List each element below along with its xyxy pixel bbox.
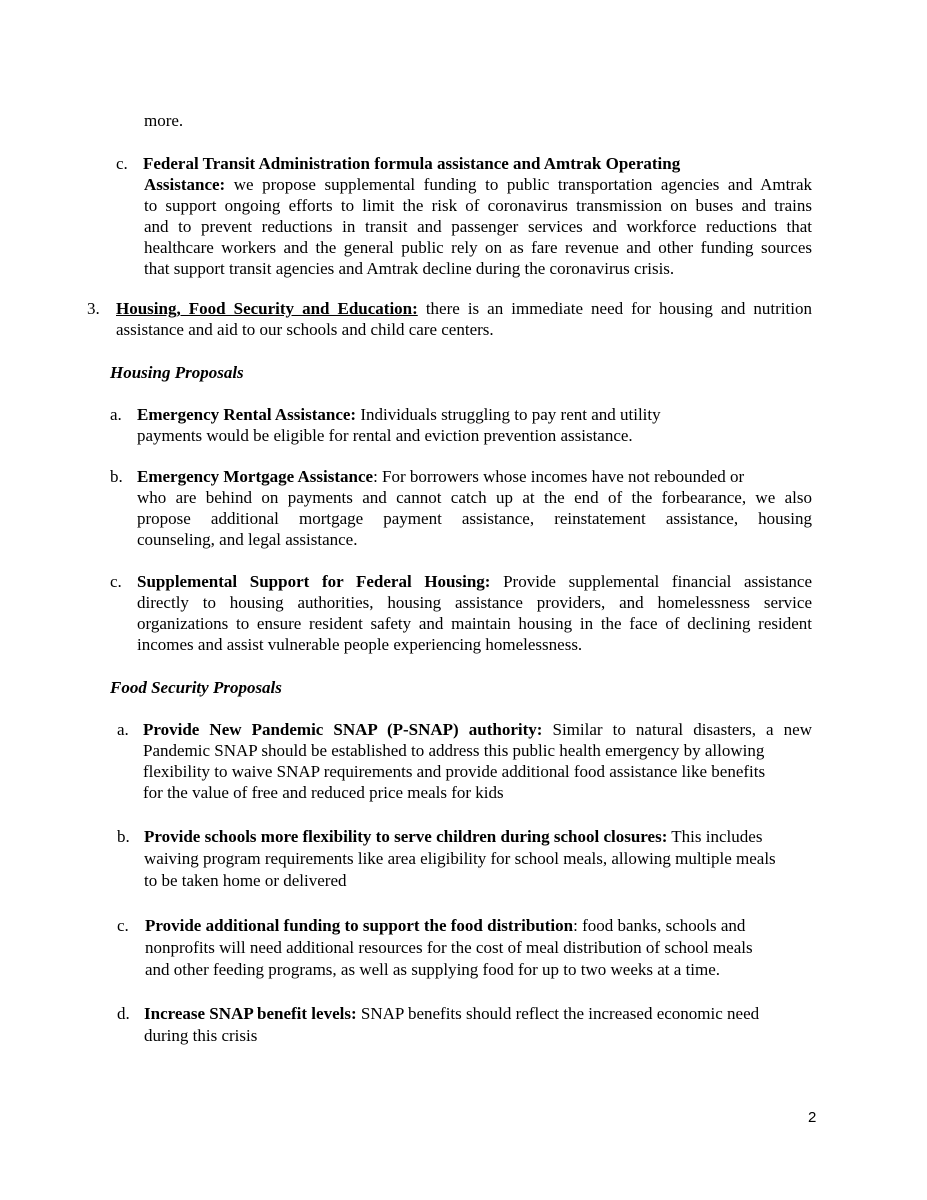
housing-proposals-title: Housing Proposals [110, 363, 244, 382]
item-marker: c. [117, 916, 129, 935]
item-heading: Federal Transit Administration formula assistance and Amtrak Operating [143, 154, 681, 173]
item-marker: d. [117, 1004, 130, 1023]
section-heading-line: Housing, Food Security and Education: there is an immediate need for housing and nutrition [116, 299, 812, 318]
item-line: during this crisis [144, 1026, 258, 1045]
item-line: flexibility to waive SNAP requirements and provide additional food assistance like benefits [143, 762, 766, 781]
item-line: nonprofits will need additional resources for the cost of meal distribution of school meals [145, 938, 753, 957]
item-line: organizations to ensure resident safety and maintain housing in the face of declining resident [137, 614, 812, 633]
item-line: waiving program requirements like area eligibility for school meals, allowing multiple meals [144, 849, 776, 868]
item-marker: a. [110, 405, 122, 424]
item-line: Emergency Mortgage Assistance: For borrowers whose incomes have not rebounded or [137, 467, 745, 486]
item-line: Provide New Pandemic SNAP (P-SNAP) authority: Similar to natural disasters, a new [143, 720, 812, 739]
page-number: 2 [808, 1109, 817, 1126]
item-marker: b. [117, 827, 130, 846]
section-text-line: assistance and aid to our schools and child care centers. [116, 320, 494, 339]
item-line: and to prevent reductions in transit and passenger services and workforce reductions that [144, 217, 812, 236]
section-heading: Housing, Food Security and Education: [116, 299, 418, 318]
food-security-proposals-title: Food Security Proposals [110, 678, 282, 697]
item-line: and other feeding programs, as well as supplying food for up to two weeks at a time. [145, 960, 721, 979]
item-marker: b. [110, 467, 123, 486]
item-marker: a. [117, 720, 129, 739]
item-line: payments would be eligible for rental and eviction prevention assistance. [137, 426, 633, 445]
item-marker: c. [116, 154, 128, 173]
item-line: healthcare workers and the general public rely on as fare revenue and other funding sources [144, 238, 812, 257]
item-line: Provide schools more flexibility to serve children during school closures: This includes [144, 827, 763, 846]
continuation-text: more. [144, 111, 184, 130]
item-line: incomes and assist vulnerable people experiencing homelessness. [137, 635, 583, 654]
item-line: to support ongoing efforts to limit the risk of coronavirus transmission on buses and trains [144, 196, 812, 215]
item-line: Provide additional funding to support the food distribution: food banks, schools and [145, 916, 746, 935]
item-line: to be taken home or delivered [144, 871, 347, 890]
item-line: Increase SNAP benefit levels: SNAP benefits should reflect the increased economic need [144, 1004, 760, 1023]
item-line: Supplemental Support for Federal Housing: Provide supplemental financial assistance [137, 572, 812, 591]
section-number: 3. [87, 299, 100, 318]
item-line: that support transit agencies and Amtrak decline during the coronavirus crisis. [144, 259, 675, 278]
item-line: counseling, and legal assistance. [137, 530, 358, 549]
item-line: propose additional mortgage payment assistance, reinstatement assistance, housing [137, 509, 812, 528]
item-line: Assistance: we propose supplemental funding to public transportation agencies and Amtrak [144, 175, 812, 194]
item-line: who are behind on payments and cannot catch up at the end of the forbearance, we also [137, 488, 812, 507]
item-line: directly to housing authorities, housing assistance providers, and homelessness service [137, 593, 812, 612]
item-line: for the value of free and reduced price meals for kids [143, 783, 504, 802]
item-line: Pandemic SNAP should be established to address this public health emergency by allowing [143, 741, 765, 760]
item-marker: c. [110, 572, 122, 591]
item-line: Emergency Rental Assistance: Individuals struggling to pay rent and utility [137, 405, 661, 424]
